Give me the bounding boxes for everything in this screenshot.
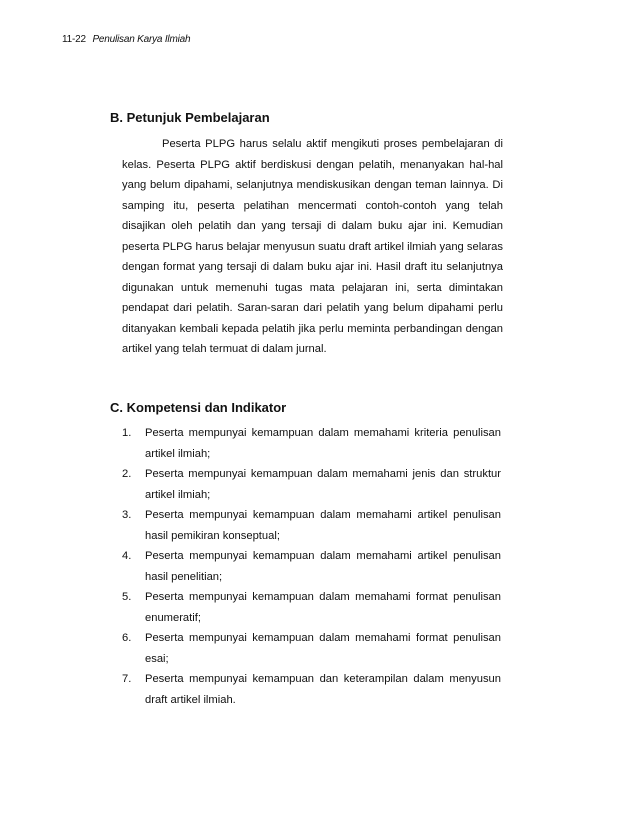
list-item-text: Peserta mempunyai kemampuan dalam memahami format penulisan esai;	[145, 632, 501, 665]
list-item	[122, 669, 501, 710]
list-item-text: Peserta mempunyai kemampuan dalam memahami artikel penulisan hasil pemikiran konseptual;	[145, 509, 501, 542]
list-item-number: 2.	[122, 468, 132, 480]
list-item-text: Peserta mempunyai kemampuan dalam memahami format penulisan enumeratif;	[145, 591, 501, 624]
list-item	[122, 546, 501, 587]
section-b-body	[122, 134, 503, 360]
learning-instructions-paragraph: Peserta PLPG harus selalu aktif mengikuti proses pembelajaran di kelas. Peserta PLPG aktif berdiskusi dengan pelatih, menanyakan hal-hal yang belum dipahami, selanjutnya mendiskusikan dengan teman lainnya. Di samping itu, peserta pelatihan mencermati contoh-contoh yang telah disajikan oleh pelatih dan yang tersaji di dalam buku ajar ini. Kemudian peserta PLPG harus belajar menyusun suatu draft artikel ilmiah yang selaras dengan format yang tersaji di dalam buku ajar ini. Hasil draft itu selanjutnya digunakan untuk memenuhi tugas mata pelajaran ini, serta dimintakan pendapat dari pelatih. Saran-saran dari pelatih yang belum dipahami perlu ditanyakan kembali kepada pelatih jika perlu meminta perbandingan dengan artikel yang telah termuat di dalam jurnal.	[122, 138, 503, 355]
list-item-number: 7.	[122, 673, 132, 685]
list-item-number: 5.	[122, 591, 132, 603]
section-c-heading: C. Kompetensi dan Indikator	[110, 400, 287, 415]
list-item	[122, 628, 501, 669]
list-item-number: 1.	[122, 427, 132, 439]
list-item-text: Peserta mempunyai kemampuan dan keterampilan dalam menyusun draft artikel ilmiah.	[145, 673, 501, 706]
section-b-heading: B. Petunjuk Pembelajaran	[110, 110, 270, 125]
competency-indicator-list	[122, 423, 501, 710]
list-item-number: 6.	[122, 632, 132, 644]
page-header	[62, 34, 190, 45]
list-item-number: 3.	[122, 509, 132, 521]
list-item	[122, 464, 501, 505]
book-title: Penulisan Karya Ilmiah	[92, 34, 191, 45]
list-item-text: Peserta mempunyai kemampuan dalam memahami artikel penulisan hasil penelitian;	[145, 550, 501, 583]
list-item-text: Peserta mempunyai kemampuan dalam memahami jenis dan struktur artikel ilmiah;	[145, 468, 501, 501]
list-item	[122, 587, 501, 628]
list-item-text: Peserta mempunyai kemampuan dalam memahami kriteria penulisan artikel ilmiah;	[145, 427, 501, 460]
list-item	[122, 423, 501, 464]
page-reference: 11-22	[62, 34, 86, 45]
list-item	[122, 505, 501, 546]
list-item-number: 4.	[122, 550, 132, 562]
